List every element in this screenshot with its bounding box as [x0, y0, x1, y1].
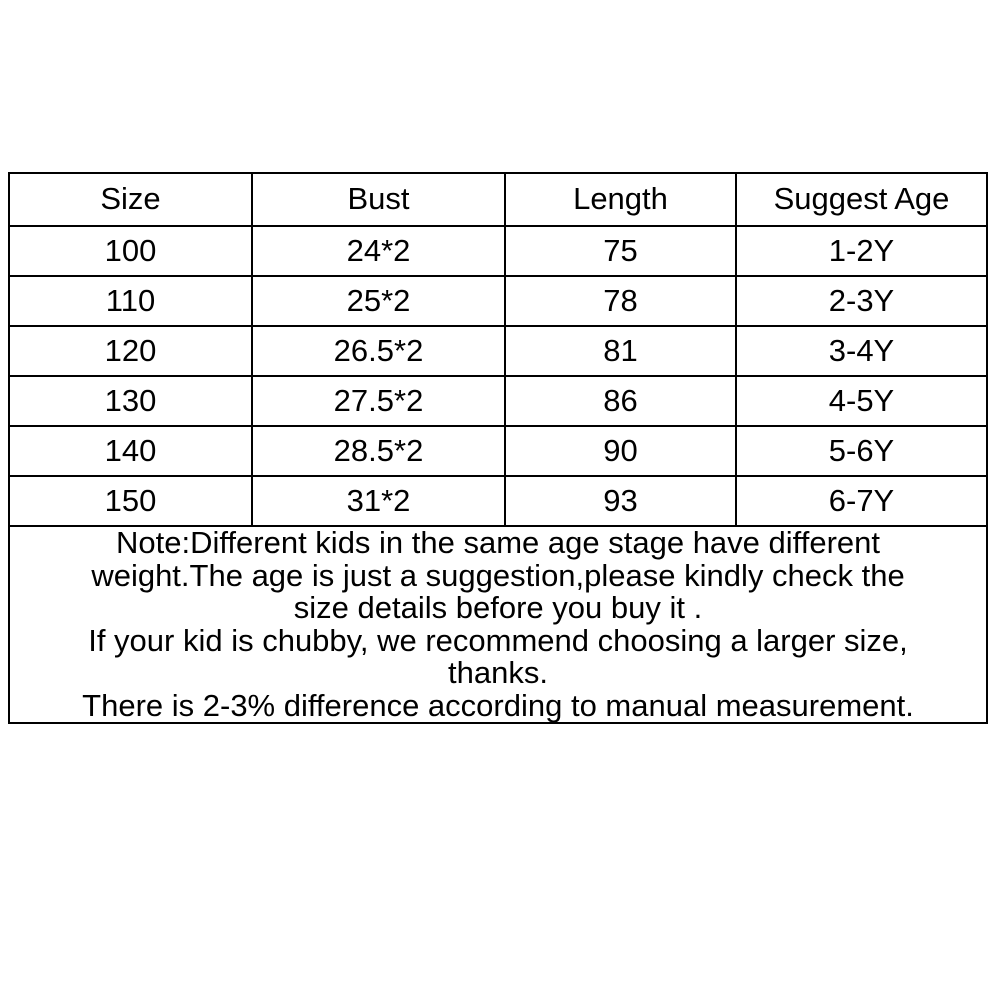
note-line: There is 2-3% difference according to manual measurement. — [82, 687, 914, 723]
table-row — [9, 276, 987, 326]
column-header-suggest-age: Suggest Age — [736, 173, 987, 226]
table-header — [9, 173, 987, 226]
size-chart-container — [8, 172, 986, 724]
note-line: Note:Different kids in the same age stage have different — [116, 525, 880, 560]
cell-suggest-age: 4-5Y — [736, 376, 987, 426]
table-body — [9, 226, 987, 723]
cell-suggest-age: 2-3Y — [736, 276, 987, 326]
cell-bust: 27.5*2 — [252, 376, 505, 426]
size-note — [9, 526, 987, 723]
note-line: weight.The age is just a suggestion,please kindly check the — [91, 557, 905, 593]
cell-length: 78 — [505, 276, 736, 326]
note-line: size details before you buy it . — [293, 590, 703, 626]
cell-suggest-age: 6-7Y — [736, 476, 987, 526]
cell-size: 100 — [9, 226, 252, 276]
note-line: thanks. — [448, 655, 548, 691]
cell-size: 110 — [9, 276, 252, 326]
table-row — [9, 376, 987, 426]
cell-length: 90 — [505, 426, 736, 476]
column-header-bust: Bust — [252, 173, 505, 226]
table-row — [9, 326, 987, 376]
column-header-size: Size — [9, 173, 252, 226]
cell-size: 150 — [9, 476, 252, 526]
cell-suggest-age: 3-4Y — [736, 326, 987, 376]
cell-bust: 31*2 — [252, 476, 505, 526]
cell-bust: 28.5*2 — [252, 426, 505, 476]
table-row — [9, 426, 987, 476]
note-row — [9, 526, 987, 723]
table-row — [9, 476, 987, 526]
note-line: If your kid is chubby, we recommend choosing a larger size, — [88, 622, 908, 658]
table-row — [9, 226, 987, 276]
cell-length: 81 — [505, 326, 736, 376]
column-header-length: Length — [505, 173, 736, 226]
cell-size: 120 — [9, 326, 252, 376]
cell-suggest-age: 1-2Y — [736, 226, 987, 276]
cell-length: 75 — [505, 226, 736, 276]
cell-size: 130 — [9, 376, 252, 426]
size-chart-table — [8, 172, 988, 724]
cell-length: 93 — [505, 476, 736, 526]
cell-size: 140 — [9, 426, 252, 476]
cell-length: 86 — [505, 376, 736, 426]
cell-bust: 24*2 — [252, 226, 505, 276]
cell-suggest-age: 5-6Y — [736, 426, 987, 476]
cell-bust: 25*2 — [252, 276, 505, 326]
cell-bust: 26.5*2 — [252, 326, 505, 376]
table-header-row — [9, 173, 987, 226]
